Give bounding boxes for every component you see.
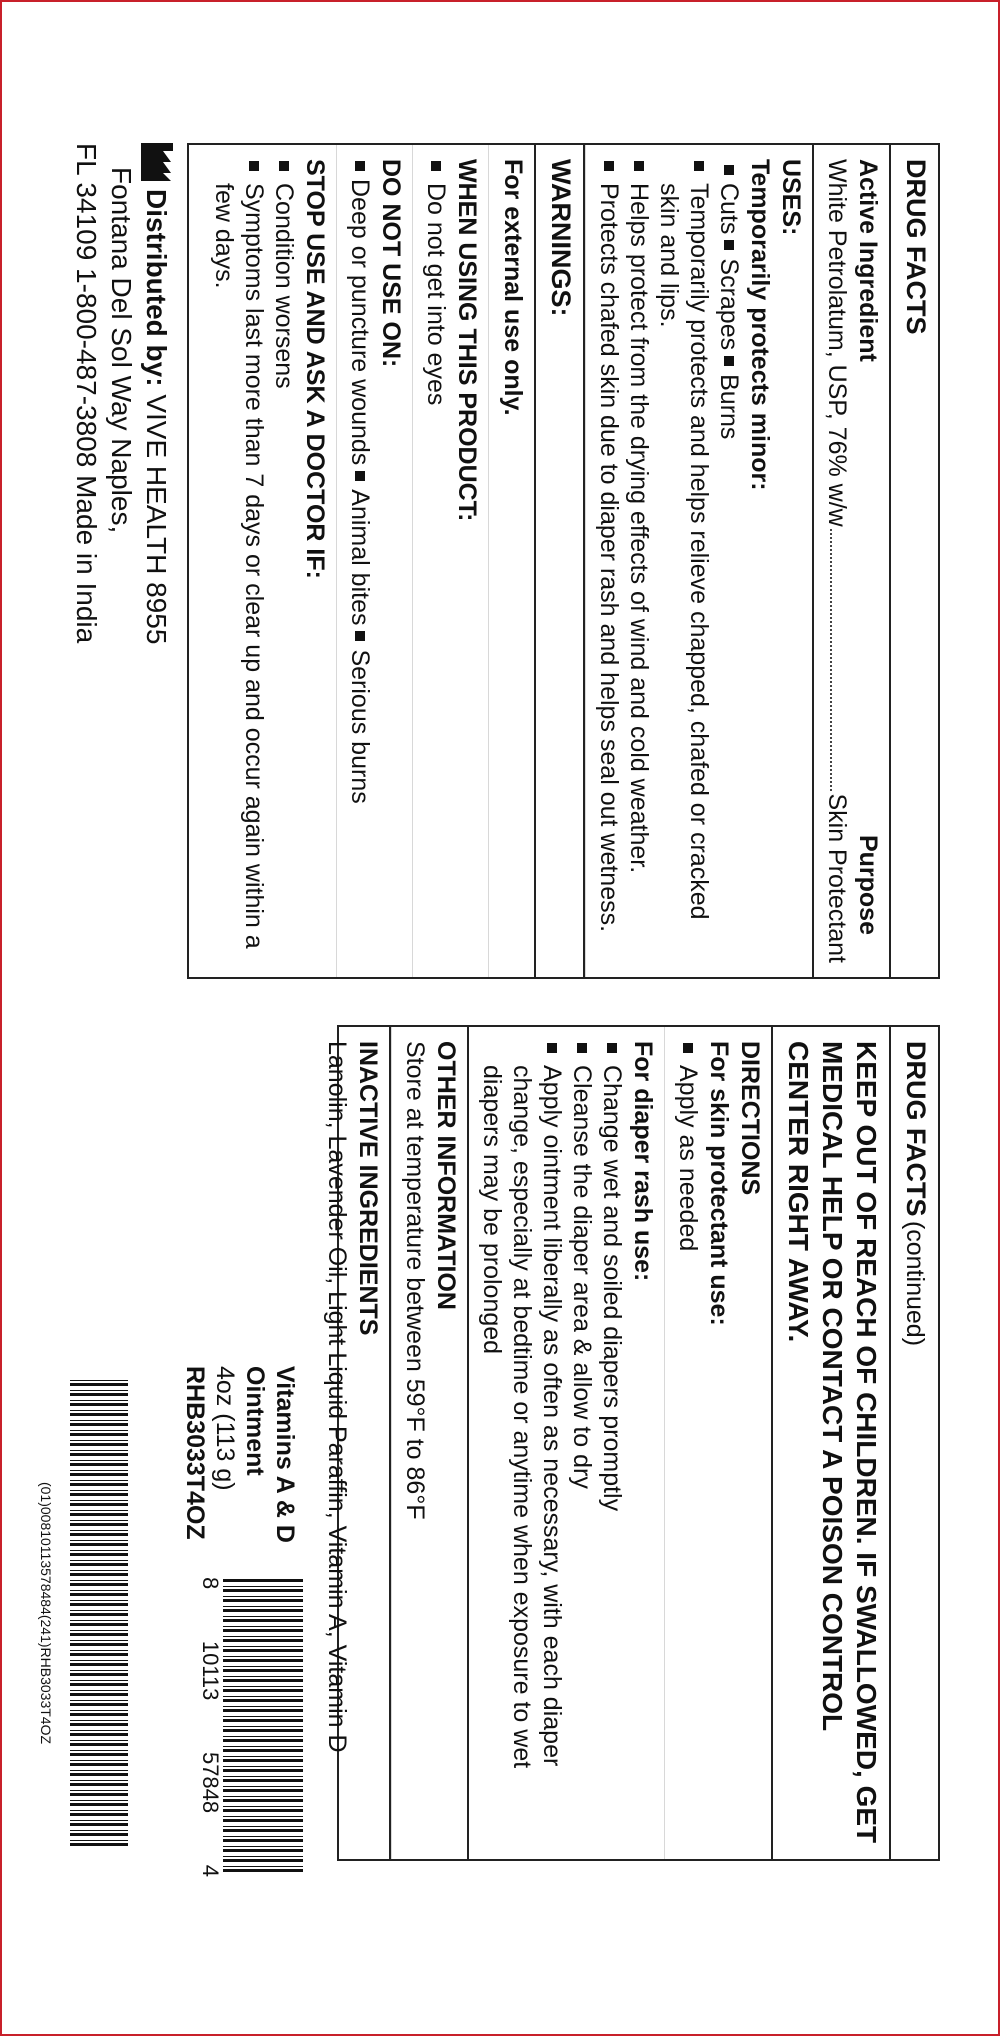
factory-icon bbox=[141, 143, 177, 181]
drug-facts-continued-title-row bbox=[889, 1027, 938, 1859]
stop-use-item: Symptoms last more than 7 days or clear up and occur again within a few days. bbox=[209, 159, 269, 963]
barcode-bar bbox=[70, 1720, 128, 1721]
barcode-bar bbox=[223, 1636, 303, 1637]
barcode-bar bbox=[70, 1643, 128, 1646]
product-sku: RHB3033T4OZ bbox=[181, 1366, 209, 1540]
barcode-bar bbox=[70, 1700, 128, 1701]
product-name: Vitamins A & D bbox=[271, 1366, 299, 1543]
stop-use-item: Condition worsens bbox=[269, 159, 299, 963]
barcode-bar bbox=[70, 1500, 128, 1501]
barcode-bar bbox=[223, 1649, 303, 1652]
barcode-bar bbox=[70, 1610, 128, 1611]
keep-out-warning: KEEP OUT OF REACH OF CHILDREN. IF SWALLOWED, GET MEDICAL HELP OR CONTACT A POISON CONTROL CENTER RIGHT AWAY. bbox=[783, 1041, 882, 1844]
bullet-icon bbox=[355, 631, 365, 641]
barcode-bar bbox=[223, 1749, 303, 1752]
barcode-bar bbox=[70, 1790, 128, 1791]
barcode-bar bbox=[223, 1626, 303, 1627]
barcode-bar bbox=[70, 1600, 128, 1601]
barcode-bar bbox=[70, 1653, 128, 1656]
barcode-bar bbox=[70, 1803, 128, 1806]
barcode-bar bbox=[70, 1563, 128, 1566]
barcode-bar bbox=[70, 1783, 128, 1786]
barcode-bar bbox=[70, 1410, 128, 1411]
other-info-text: Store at temperature between 59°F to 86°F bbox=[401, 1041, 429, 1520]
drug-facts-title: DRUG FACTS bbox=[901, 159, 931, 335]
barcode-bar bbox=[70, 1800, 128, 1801]
barcode-bar bbox=[70, 1493, 128, 1496]
upc-barcode-bars bbox=[223, 1577, 303, 1877]
inactive-section bbox=[314, 1027, 391, 1859]
barcode-bar bbox=[70, 1733, 128, 1736]
barcode-bar bbox=[70, 1603, 128, 1606]
barcode-bar bbox=[70, 1680, 128, 1681]
active-ingredient-row bbox=[812, 145, 889, 977]
barcode-bar bbox=[223, 1579, 303, 1582]
do-not-use-list: Deep or puncture woundsAnimal bitesSerious burns bbox=[345, 159, 375, 963]
barcode-bar bbox=[223, 1609, 303, 1612]
bullet-icon bbox=[355, 471, 365, 481]
barcode-bar bbox=[223, 1719, 303, 1722]
when-using-section bbox=[412, 145, 488, 977]
when-using-item: Do not get into eyes bbox=[421, 159, 451, 963]
barcode-bar bbox=[70, 1380, 128, 1381]
skin-use-item: Apply as needed bbox=[673, 1041, 703, 1845]
barcode-bar bbox=[70, 1670, 128, 1671]
barcode-bar bbox=[223, 1786, 303, 1787]
barcode-bar bbox=[223, 1736, 303, 1737]
barcode-bar bbox=[223, 1629, 303, 1632]
barcode-bar bbox=[70, 1510, 128, 1511]
barcode-bar bbox=[70, 1423, 128, 1426]
upc-digit-group-3: 57848 bbox=[198, 1751, 223, 1814]
barcode-bar bbox=[70, 1633, 128, 1636]
do-not-use-heading: DO NOT USE ON: bbox=[377, 159, 405, 368]
keep-out-row bbox=[771, 1027, 889, 1859]
barcode-bar bbox=[70, 1483, 128, 1486]
barcode-bar bbox=[223, 1776, 303, 1777]
barcode-bar bbox=[223, 1816, 303, 1817]
barcode-bar bbox=[70, 1480, 128, 1481]
barcode-bar bbox=[70, 1540, 128, 1541]
barcode-bar bbox=[70, 1530, 128, 1531]
other-info-heading: OTHER INFORMATION bbox=[432, 1041, 460, 1310]
barcode-bar bbox=[70, 1613, 128, 1616]
barcode-bar bbox=[70, 1760, 128, 1761]
diaper-item: Apply ointment liberally as often as necessary, with each diaper change, especially at bedtime or anytime when exposure to wet diapers may be prolonged bbox=[477, 1041, 567, 1845]
barcode-bar bbox=[223, 1769, 303, 1772]
barcode-bar bbox=[223, 1676, 303, 1677]
bullet-icon bbox=[355, 161, 365, 171]
barcode-bar bbox=[70, 1453, 128, 1456]
barcode-bar bbox=[70, 1570, 128, 1571]
barcode-bar bbox=[70, 1663, 128, 1666]
barcode-bar bbox=[70, 1730, 128, 1731]
barcode-bar bbox=[223, 1699, 303, 1702]
barcode-bar bbox=[70, 1573, 128, 1576]
directions-section bbox=[664, 1027, 771, 1859]
diaper-heading: For diaper rash use: bbox=[629, 1041, 657, 1282]
barcode-bar bbox=[70, 1620, 128, 1621]
barcode-bar bbox=[70, 1843, 128, 1846]
gs1-barcode-text: (01)00810113578484(241)RHB3033T4OZ bbox=[38, 1481, 54, 1745]
barcode-bar bbox=[223, 1716, 303, 1717]
barcode-bar bbox=[70, 1740, 128, 1741]
barcode-bar bbox=[70, 1533, 128, 1536]
barcode-bar bbox=[223, 1689, 303, 1692]
barcode-bar bbox=[70, 1823, 128, 1826]
barcode-bar bbox=[70, 1520, 128, 1521]
barcode-bar bbox=[223, 1639, 303, 1642]
barcode-bar bbox=[223, 1656, 303, 1657]
barcode-bar bbox=[223, 1729, 303, 1732]
barcode-bar bbox=[70, 1773, 128, 1776]
barcode-bar bbox=[70, 1443, 128, 1446]
barcode-bar bbox=[223, 1809, 303, 1812]
barcode-bar bbox=[223, 1739, 303, 1742]
barcode-bar bbox=[70, 1473, 128, 1476]
barcode-bar bbox=[70, 1430, 128, 1431]
barcode-bar bbox=[70, 1460, 128, 1461]
barcode-bar bbox=[70, 1580, 128, 1581]
barcode-bar bbox=[223, 1589, 303, 1592]
barcode-bar bbox=[70, 1640, 128, 1641]
barcode-bar bbox=[70, 1523, 128, 1526]
drug-facts-title-row bbox=[889, 145, 938, 977]
barcode-bar bbox=[70, 1470, 128, 1471]
barcode-bar bbox=[223, 1696, 303, 1697]
inactive-heading: INACTIVE INGREDIENTS bbox=[354, 1041, 382, 1336]
barcode-bar bbox=[223, 1819, 303, 1822]
warnings-section bbox=[534, 145, 585, 977]
barcode-bar bbox=[70, 1840, 128, 1841]
active-ingredient-value: White Petrolatum, USP, 76% w/w bbox=[823, 159, 851, 527]
barcode-bar bbox=[70, 1743, 128, 1746]
gs1-barcode-bars bbox=[70, 1378, 128, 1848]
purpose-heading: Purpose bbox=[854, 834, 882, 935]
product-info bbox=[180, 1366, 300, 1543]
barcode-bar bbox=[223, 1679, 303, 1682]
upc-barcode bbox=[193, 1577, 303, 1877]
upc-digit-group-2: 10113 bbox=[198, 1640, 223, 1701]
barcode-bar bbox=[223, 1606, 303, 1607]
barcode-bar bbox=[223, 1829, 303, 1832]
barcode-bar bbox=[70, 1690, 128, 1691]
drug-facts-continued-panel bbox=[323, 1025, 940, 1861]
barcode-bar bbox=[223, 1826, 303, 1827]
external-use-text: For external use only. bbox=[499, 159, 527, 416]
barcode-bar bbox=[70, 1543, 128, 1546]
distributor-block bbox=[69, 143, 187, 979]
directions-heading: DIRECTIONS bbox=[736, 1041, 764, 1196]
upc-digit-4: 4 bbox=[198, 1864, 223, 1877]
continued-label: (continued) bbox=[901, 1220, 929, 1347]
when-using-heading: WHEN USING THIS PRODUCT: bbox=[453, 159, 481, 522]
barcode-bar bbox=[223, 1726, 303, 1727]
barcode-bar bbox=[70, 1693, 128, 1696]
product-size: 4oz (113 g) bbox=[211, 1366, 239, 1491]
barcode-bar bbox=[223, 1839, 303, 1842]
barcode-bar bbox=[70, 1710, 128, 1711]
barcode-bar bbox=[223, 1859, 303, 1862]
barcode-bar bbox=[70, 1393, 128, 1396]
barcode-bar bbox=[223, 1789, 303, 1792]
barcode-bar bbox=[70, 1590, 128, 1591]
barcode-bar bbox=[70, 1650, 128, 1651]
barcode-bar bbox=[70, 1770, 128, 1771]
barcode-bar bbox=[70, 1630, 128, 1631]
uses-section bbox=[585, 145, 812, 977]
barcode-bar bbox=[70, 1750, 128, 1751]
barcode-bar bbox=[223, 1666, 303, 1667]
barcode-bar bbox=[70, 1780, 128, 1781]
barcode-bar bbox=[223, 1866, 303, 1867]
barcode-bar bbox=[70, 1673, 128, 1676]
uses-bullet: Protects chafed skin due to diaper rash and helps seal out wetness. bbox=[594, 159, 624, 963]
barcode-bar bbox=[70, 1723, 128, 1726]
barcode-bar bbox=[70, 1830, 128, 1831]
barcode-bar bbox=[223, 1846, 303, 1847]
barcode-bar bbox=[70, 1440, 128, 1441]
barcode-bar bbox=[223, 1659, 303, 1662]
barcode-bar bbox=[70, 1553, 128, 1556]
barcode-bar bbox=[223, 1799, 303, 1802]
barcode-bar bbox=[70, 1763, 128, 1766]
distributor-line2: Fontana Del Sol Way Naples, bbox=[106, 167, 137, 534]
distributor-line1: VIVE HEALTH 8955 bbox=[141, 394, 172, 645]
upc-digit-1: 8 bbox=[198, 1577, 223, 1590]
bullet-icon bbox=[724, 356, 734, 366]
barcode-bar bbox=[223, 1596, 303, 1597]
barcode-bar bbox=[223, 1686, 303, 1687]
stop-use-heading: STOP USE AND ASK A DOCTOR IF: bbox=[301, 159, 329, 579]
barcode-bar bbox=[70, 1820, 128, 1821]
barcode-bar bbox=[70, 1593, 128, 1596]
leader-dots bbox=[830, 529, 852, 792]
barcode-bar bbox=[70, 1793, 128, 1796]
barcode-bar bbox=[223, 1766, 303, 1767]
diaper-section bbox=[467, 1027, 664, 1859]
bullet-icon bbox=[724, 240, 734, 250]
barcode-bar bbox=[223, 1746, 303, 1747]
active-ingredient-heading: Active Ingredient bbox=[854, 159, 882, 362]
stop-use-section bbox=[201, 145, 336, 977]
barcode-bar bbox=[70, 1833, 128, 1836]
barcode-bar bbox=[70, 1550, 128, 1551]
barcode-bar bbox=[70, 1433, 128, 1436]
barcode-bar bbox=[70, 1660, 128, 1661]
barcode-bar bbox=[223, 1759, 303, 1762]
barcode-bar bbox=[70, 1403, 128, 1406]
external-use-row bbox=[488, 145, 534, 977]
barcode-bar bbox=[223, 1616, 303, 1617]
other-info-section bbox=[391, 1027, 467, 1859]
skin-use-heading: For skin protectant use: bbox=[705, 1041, 733, 1326]
barcode-bar bbox=[70, 1413, 128, 1416]
purpose-value: Skin Protectant bbox=[823, 793, 851, 963]
bullet-icon bbox=[724, 165, 734, 175]
barcode-bar bbox=[223, 1646, 303, 1647]
barcode-bar bbox=[70, 1463, 128, 1466]
barcode-bar bbox=[223, 1586, 303, 1587]
barcode-bar bbox=[70, 1560, 128, 1561]
distributor-label: Distributed by: bbox=[141, 189, 172, 387]
barcode-bar bbox=[70, 1683, 128, 1686]
barcode-bar bbox=[70, 1810, 128, 1811]
barcode-bar bbox=[223, 1779, 303, 1782]
barcode-bar bbox=[70, 1703, 128, 1706]
product-type: Ointment bbox=[241, 1366, 269, 1476]
barcode-bar bbox=[70, 1450, 128, 1451]
uses-bullet: Helps protect from the drying effects of wind and cold weather. bbox=[624, 159, 654, 963]
barcode-bar bbox=[223, 1849, 303, 1852]
distributor-line3: FL 34109 1-800-487-3808 Made in India bbox=[71, 143, 102, 644]
barcode-bar bbox=[70, 1390, 128, 1391]
barcode-bar bbox=[70, 1813, 128, 1816]
barcode-bar bbox=[223, 1599, 303, 1602]
barcode-bar bbox=[70, 1713, 128, 1716]
barcode-bar bbox=[70, 1383, 128, 1386]
diaper-item: Change wet and soiled diapers promptly bbox=[597, 1041, 627, 1845]
diaper-item: Cleanse the diaper area & allow to dry bbox=[567, 1041, 597, 1845]
uses-heading: USES: bbox=[777, 159, 805, 236]
barcode-bar bbox=[70, 1753, 128, 1756]
barcode-bar bbox=[223, 1836, 303, 1837]
barcode-bar bbox=[70, 1490, 128, 1491]
barcode-bar bbox=[70, 1513, 128, 1516]
do-not-use-section bbox=[336, 145, 412, 977]
barcode-bar bbox=[223, 1709, 303, 1712]
barcode-bar bbox=[223, 1856, 303, 1857]
barcode-bar bbox=[223, 1806, 303, 1807]
barcode-bar bbox=[70, 1503, 128, 1506]
uses-minor-list: CutsScrapesBurns bbox=[714, 159, 744, 963]
barcode-bar bbox=[223, 1796, 303, 1797]
drug-facts-panel bbox=[187, 143, 940, 979]
inactive-text: Lanolin, Lavender Oil, Light Liquid Paraffin, Vitamin A, Vitamin D bbox=[323, 1041, 351, 1753]
barcode-bar bbox=[70, 1583, 128, 1586]
warnings-heading: WARNINGS: bbox=[546, 159, 576, 317]
barcode-bar bbox=[223, 1706, 303, 1707]
barcode-bar bbox=[70, 1400, 128, 1401]
uses-bullet: Temporarily protects and helps relieve chapped, chafed or cracked skin and lips. bbox=[654, 159, 714, 963]
barcode-bar bbox=[70, 1623, 128, 1626]
barcode-bar bbox=[223, 1869, 303, 1872]
barcode-bar bbox=[223, 1619, 303, 1622]
barcode-bar bbox=[223, 1669, 303, 1672]
barcode-bar bbox=[70, 1420, 128, 1421]
barcode-bar bbox=[223, 1756, 303, 1757]
drug-facts-continued-title: DRUG FACTS bbox=[901, 1041, 931, 1217]
uses-subheading: Temporarily protects minor: bbox=[746, 159, 774, 491]
